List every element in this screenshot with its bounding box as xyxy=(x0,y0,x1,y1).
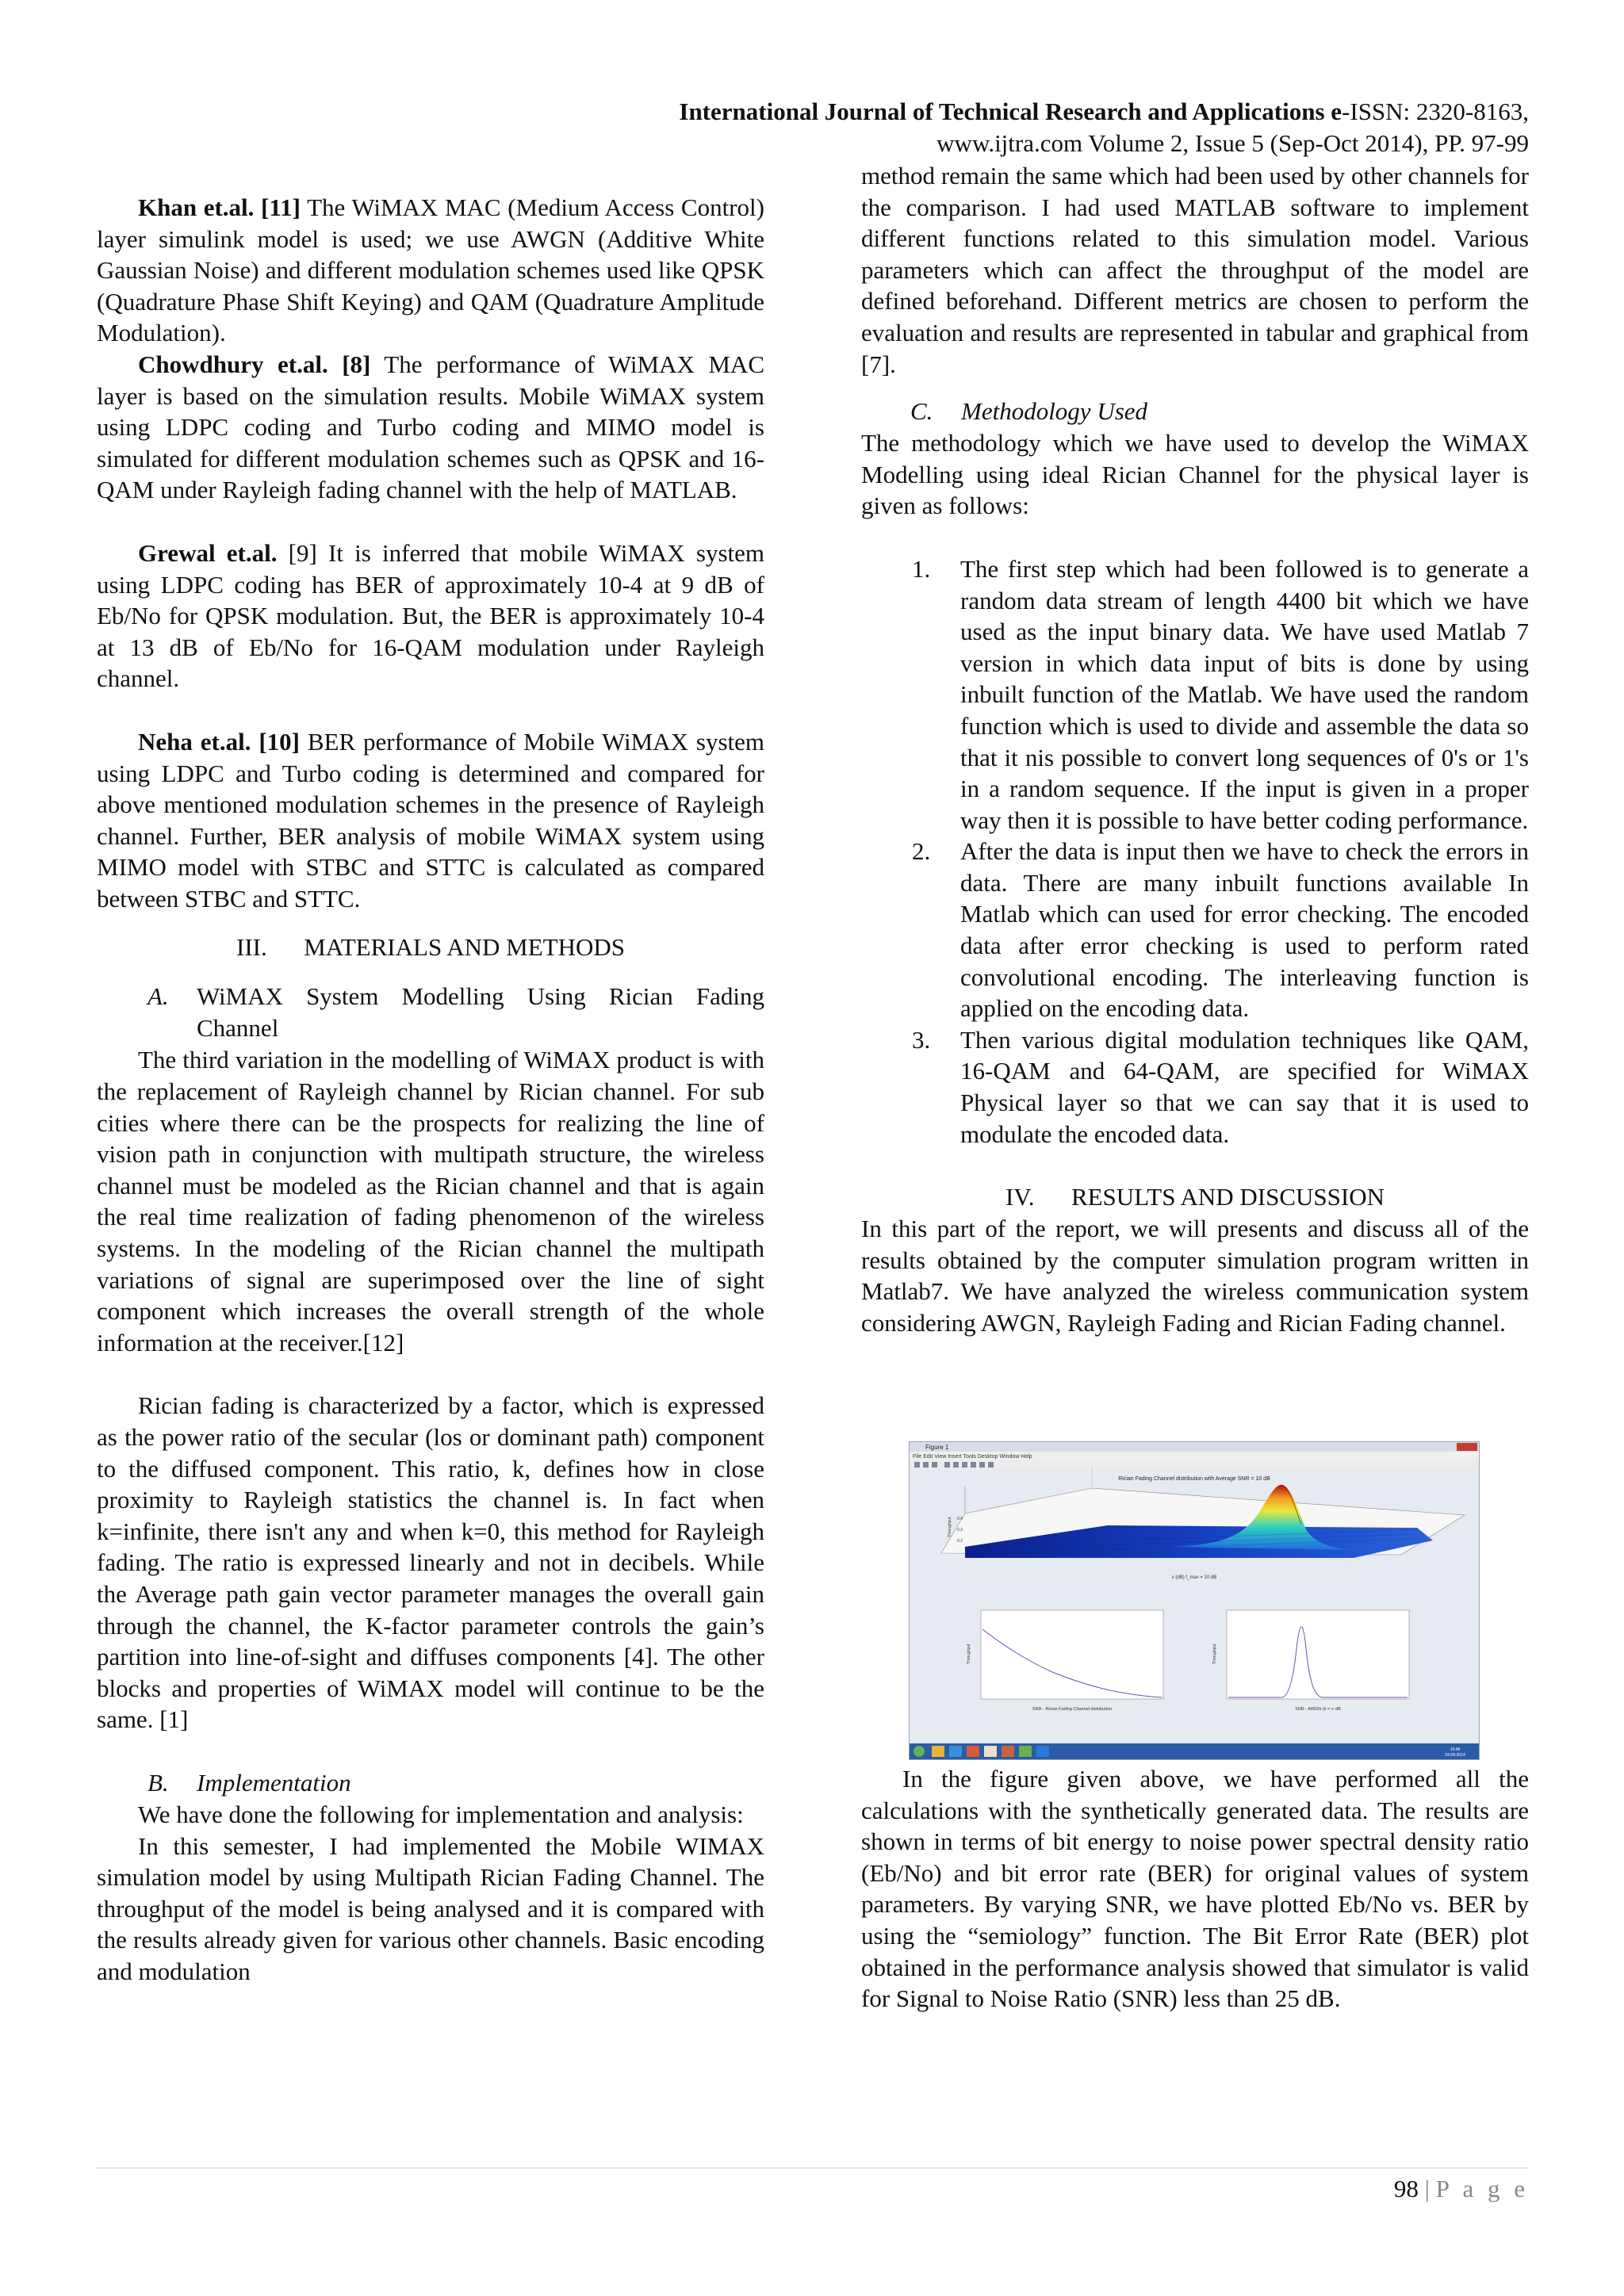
toolbar xyxy=(910,1460,1479,1469)
paragraph-rician-model: The third variation in the modelling of WiMAX product is with the replacement of Rayleigh channel by Rician channel. For sub cities where there can be the prospects for realizing the line of vision path in conjunction with multipath structure, the wireless channel must be modeled as the Rician channel and that is again the real time realization of fading phenomenon of the wireless systems. In the modeling of the Rician channel the multipath variations of signal are superimposed over the line of sight component which increases the overall strength of the whole information at the receiver.[12] xyxy=(97,1046,764,1357)
window-titlebar xyxy=(910,1442,1479,1452)
paragraph-methodology-intro: The methodology which we have used to develop the WiMAX Modelling using ideal Rician Channel for the physical layer is given as follows: xyxy=(861,429,1529,520)
paragraph-method-continued: method remain the same which had been used by other channels for the comparison. I had used MATLAB software to implement different functions related to this simulation model. Various parameters which can affect the throughput of the model are defined beforehand. Different metrics are chosen to perform the evaluation and results are represented in tabular and graphical from [7]. xyxy=(861,162,1529,378)
matlab-figure-svg xyxy=(910,1442,1479,1759)
left-subplot xyxy=(967,1610,1163,1712)
right-subplot-xlabel: SNR - AWGN (k = ∞ dB xyxy=(1295,1707,1341,1712)
journal-title: International Journal of Technical Research and Applications xyxy=(679,98,1325,125)
section-heading-results: IV. RESULTS AND DISCUSSION xyxy=(1005,1183,1385,1211)
paragraph-khan: Khan et.al. [11] The WiMAX MAC (Medium Access Control) layer simulink model is used; we use AWGN (Additive White Gaussian Noise) and different modulation schemes used like QPSK (Quadrature Phase Shift Keying) and QAM (Quadrature Amplitude Modulation). xyxy=(97,193,764,347)
taskbar-date: 24-09-2014 xyxy=(1445,1753,1465,1758)
page-word: P a g e xyxy=(1435,2175,1529,2202)
paragraph-implementation-intro: We have done the following for implementation and analysis: xyxy=(138,1800,744,1828)
author-grewal: Grewal et.al. xyxy=(138,538,278,567)
list-item: 2. After the data is input then we have to check the errors in data. There are many inbuilt functions available In Matlab which can used for error checking. The encoded data after error checking is used to perform rated convolutional encoding. The interleaving function is applied on the encoding data. xyxy=(912,837,1529,1023)
list-item: 1. The first step which had been followed is to generate a random data stream of length 4400 bit which we have used as the input binary data. We have used Matlab 7 version in which data input of bits is done by using inbuilt function of the Matlab. We have used the random function which is used to divide and assemble the data so that it nis possible to convert long sequences of 0's or 1's in a random sequence. If the input is given in a proper way then it is possible to have better coding performance. xyxy=(912,554,1529,834)
svg-text:0.2: 0.2 xyxy=(957,1539,963,1544)
left-subplot-xlabel: SNR - Rician Fading Channel distribution xyxy=(1032,1707,1113,1712)
plot-title: Rician Fading Channel distribution with Average SNR = 10 dB xyxy=(1118,1476,1270,1482)
journal-header xyxy=(159,95,1529,128)
paragraph-figure-discussion: In the figure given above, we have performed all the calculations with the synthetically generated data. The results are shown in terms of bit energy to noise power spectral density ratio (Eb/No) and bit error rate (BER) for original values of system parameters. By varying SNR, we have plotted Eb/No vs. BER by using the “semiology” function. The Bit Error Rate (BER) plot obtained in the performance analysis showed that simulator is valid for Signal to Noise Ratio (SNR) less than 25 dB. xyxy=(861,1765,1529,2013)
left-subplot-ylabel: Throughput xyxy=(967,1644,971,1664)
right-column-continued xyxy=(861,1763,1529,2015)
paragraph-neha: Neha et.al. [10] BER performance of Mobile WiMAX system using LDPC and Turbo coding is determined and compared for above mentioned modulation schemes in the presence of Rayleigh channel. Further, BER analysis of mobile WiMAX system using MIMO model with STBC and STTC is calculated as compared between STBC and STTC. xyxy=(97,727,764,913)
journal-volume-line: www.ijtra.com Volume 2, Issue 5 (Sep-Oct 2014), PP. 97-99 xyxy=(936,129,1529,157)
paragraph-chowdhury: Chowdhury et.al. [8] The performance of WiMAX MAC layer is based on the simulation results. Mobile WiMAX system using LDPC coding and Turbo coding and MIMO model is simulated for different modulation schemes such as QPSK and 16-QAM under Rayleigh fading channel with the help of MATLAB. xyxy=(97,350,764,504)
paragraph-grewal: Grewal et.al. [9] It is inferred that mobile WiMAX system using LDPC coding has BER of approximately 10-4 at 9 dB of Eb/No for QPSK modulation. But, the BER is approximately 10-4 at 13 dB of Eb/No for 16-QAM modulation under Rayleigh channel. xyxy=(97,538,764,693)
section-heading-materials: III. MATERIALS AND METHODS xyxy=(236,933,625,962)
close-icon[interactable] xyxy=(1457,1443,1477,1451)
paragraph-implementation: In this semester, I had implemented the Mobile WIMAX simulation model by using Multipath Rician Fading Channel. The throughput of the model is being analysed and it is compared with the results already given for various other channels. Basic encoding and modulation xyxy=(97,1831,764,1985)
page-footer: 98 | P a g e xyxy=(1393,2175,1529,2202)
page-number: 98 xyxy=(1393,2175,1419,2202)
right-column xyxy=(861,160,1529,1339)
issn-prefix: e xyxy=(1331,98,1342,125)
surface-xlabel: v (dB) f_max = 10 dB xyxy=(1171,1575,1217,1580)
svg-text:0.4: 0.4 xyxy=(957,1517,963,1521)
issn: -ISSN: 2320-8163, xyxy=(1342,98,1529,125)
subsection-c-heading: C. Methodology Used xyxy=(910,397,1148,426)
author-chowdhury: Chowdhury et.al. [8] xyxy=(138,350,371,378)
start-button-icon[interactable] xyxy=(914,1746,925,1757)
author-neha: Neha et.al. [10] xyxy=(138,727,300,756)
paragraph-rician-factor: Rician fading is characterized by a factor, which is expressed as the power ratio of the secular (los or dominant path) component to the diffused component. This ratio, k, defines how in close proximity to Rayleigh statistics the channel is. In fact when k=infinite, there isn't any and when k=0, this method for Rayleigh fading. The ratio is expressed linearly and not in decibels. While the Average path gain vector parameter manages the overall gain through the channel, the K-factor parameter controls the gain’s partition into line-of-sight and diffuses components [4]. The other blocks and properties of WiMAX model will continue to be the same. [1] xyxy=(97,1391,764,1734)
toolbar-icons[interactable] xyxy=(914,1462,994,1468)
subsection-a-heading: A. WiMAX System Modelling Using Rician Fading Channel xyxy=(147,982,764,1043)
zlabel: Throughput xyxy=(948,1517,952,1537)
paragraph-results-intro: In this part of the report, we will presents and discuss all of the results obtained by the computer simulation program written in Matlab7. We have analyzed the wireless communication system considering AWGN, Rayleigh Fading and Rician Fading channel. xyxy=(861,1215,1529,1337)
list-item: 3. Then various digital modulation techniques like QAM, 16-QAM and 64-QAM, are specified for WiMAX Physical layer so that we can say that it is used to modulate the encoded data. xyxy=(912,1025,1529,1148)
taskbar-clock: 10:48 xyxy=(1450,1747,1461,1752)
left-column xyxy=(97,192,764,1988)
svg-text:0.3: 0.3 xyxy=(957,1528,963,1533)
right-subplot xyxy=(1212,1610,1409,1712)
author-khan: Khan et.al. [11] xyxy=(138,193,301,221)
subsection-b-heading: B. Implementation xyxy=(147,1768,351,1797)
matlab-figure-screenshot xyxy=(909,1441,1480,1760)
taskbar-icons[interactable] xyxy=(932,1746,1049,1757)
methodology-steps xyxy=(861,553,1529,1150)
window-title: Figure 1 xyxy=(925,1444,949,1451)
right-subplot-ylabel: Throughput xyxy=(1212,1644,1217,1664)
menu-items[interactable]: File Edit View Insert Tools Desktop Window Help xyxy=(913,1454,1032,1460)
